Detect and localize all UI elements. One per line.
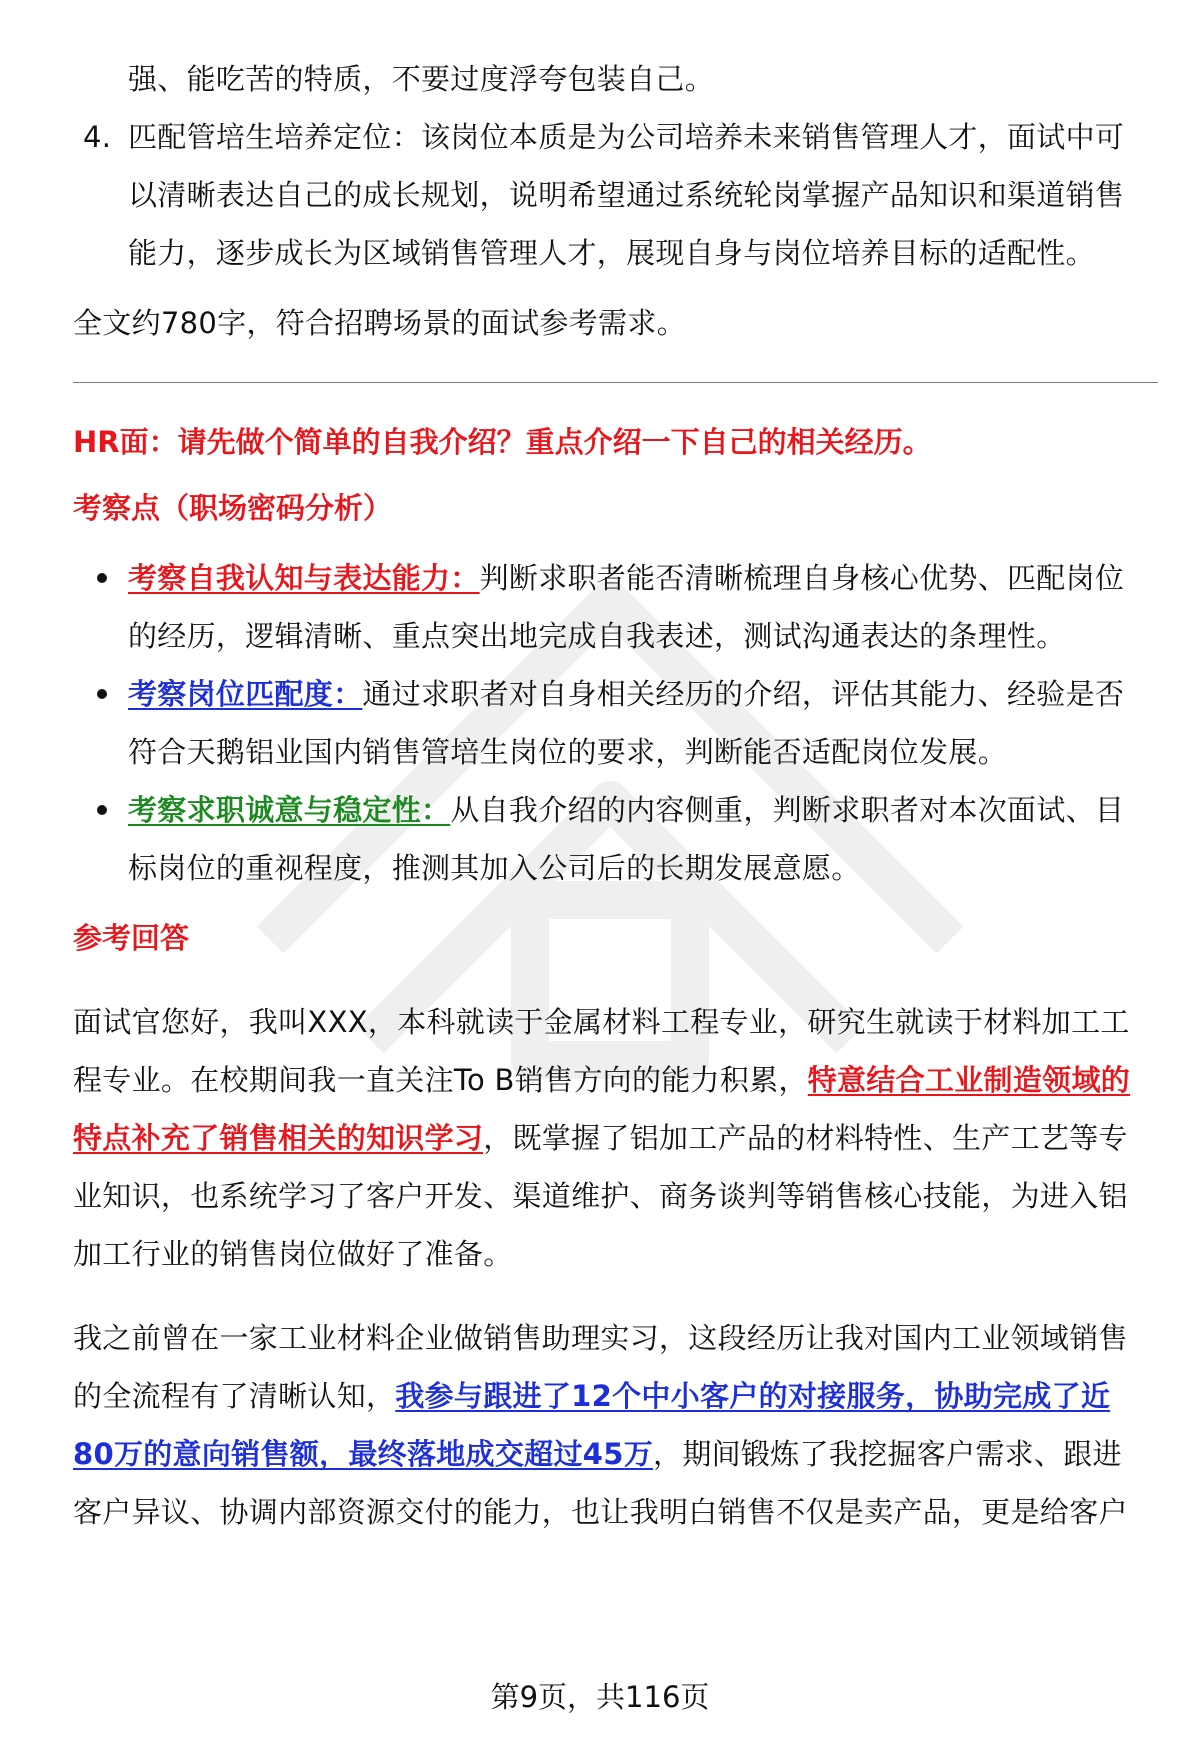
exam-point-label: 考察求职诚意与稳定性： xyxy=(128,793,451,827)
bullet-dot-icon xyxy=(97,573,107,583)
bullet-dot-icon xyxy=(97,689,107,699)
answer-line: 业知识，也系统学习了客户开发、渠道维护、商务谈判等销售核心技能，为进入铝 xyxy=(73,1179,1128,1213)
section-divider xyxy=(73,382,1158,383)
answer-text: 程专业。在校期间我一直关注To B销售方向的能力积累， xyxy=(73,1063,808,1097)
interview-question: HR面：请先做个简单的自我介绍？重点介绍一下自己的相关经历。 xyxy=(73,425,932,459)
page-number-footer: 第9页，共116页 xyxy=(490,1680,710,1714)
exam-point-text: 判断求职者能否清晰梳理自身核心优势、匹配岗位 xyxy=(479,561,1125,595)
exam-point-text: 标岗位的重视程度，推测其加入公司后的长期发展意愿。 xyxy=(128,851,861,885)
answer-text: ，期间锻炼了我挖掘客户需求、跟进 xyxy=(653,1437,1122,1471)
answer-line: 加工行业的销售岗位做好了准备。 xyxy=(73,1237,513,1271)
answer-title: 参考回答 xyxy=(73,921,190,955)
exam-point-item xyxy=(73,549,1158,665)
answer-line: 客户异议、协调内部资源交付的能力，也让我明白销售不仅是卖产品，更是给客户 xyxy=(73,1495,1128,1529)
list-item-continuation: 强、能吃苦的特质，不要过度浮夸包装自己。 xyxy=(128,62,715,96)
answer-text: ，既掌握了铝加工产品的材料特性、生产工艺等专 xyxy=(483,1121,1128,1155)
document-page xyxy=(73,50,1158,1541)
answer-line xyxy=(73,1051,1158,1109)
exam-point-text: 的经历，逻辑清晰、重点突出地完成自我表述，测试沟通表达的条理性。 xyxy=(128,619,1066,653)
exam-point-text: 通过求职者对自身相关经历的介绍，评估其能力、经验是否 xyxy=(362,677,1125,711)
list-item-line: 能力，逐步成长为区域销售管理人才，展现自身与岗位培养目标的适配性。 xyxy=(128,236,1095,270)
numbered-list-item xyxy=(73,108,1158,282)
bullet-dot-icon xyxy=(97,805,107,815)
answer-highlight: 80万的意向销售额，最终落地成交超过45万 xyxy=(73,1437,654,1471)
exam-point-text: 从自我介绍的内容侧重，判断求职者对本次面试、目 xyxy=(450,793,1125,827)
exam-point-label: 考察自我认知与表达能力： xyxy=(128,561,480,595)
answer-line xyxy=(73,1109,1158,1167)
answer-line: 面试官您好，我叫XXX，本科就读于金属材料工程专业，研究生就读于材料加工工 xyxy=(73,1005,1130,1039)
summary-text: 全文约780字，符合招聘场景的面试参考需求。 xyxy=(73,306,686,340)
exam-point-item xyxy=(73,665,1158,781)
exam-point-label: 考察岗位匹配度： xyxy=(128,677,363,711)
exam-points-title: 考察点（职场密码分析） xyxy=(73,491,393,525)
list-item-line: 以清晰表达自己的成长规划，说明希望通过系统轮岗掌握产品知识和渠道销售 xyxy=(128,178,1125,212)
answer-line xyxy=(73,1367,1158,1425)
answer-highlight: 特点补充了销售相关的知识学习 xyxy=(73,1121,484,1155)
exam-point-text: 符合天鹅铝业国内销售管培生岗位的要求，判断能否适配岗位发展。 xyxy=(128,735,1008,769)
exam-point-item xyxy=(73,781,1158,897)
list-number: 4. xyxy=(83,120,112,154)
answer-highlight: 特意结合工业制造领域的 xyxy=(807,1063,1131,1097)
answer-line xyxy=(73,1425,1158,1483)
answer-line: 我之前曾在一家工业材料企业做销售助理实习，这段经历让我对国内工业领域销售 xyxy=(73,1321,1128,1355)
list-item-line: 匹配管培生培养定位：该岗位本质是为公司培养未来销售管理人才，面试中可 xyxy=(128,120,1125,154)
answer-text: 的全流程有了清晰认知， xyxy=(73,1379,396,1413)
answer-paragraph xyxy=(73,993,1158,1283)
answer-highlight: 我参与跟进了12个中小客户的对接服务，协助完成了近 xyxy=(395,1379,1111,1413)
answer-paragraph xyxy=(73,1309,1158,1541)
